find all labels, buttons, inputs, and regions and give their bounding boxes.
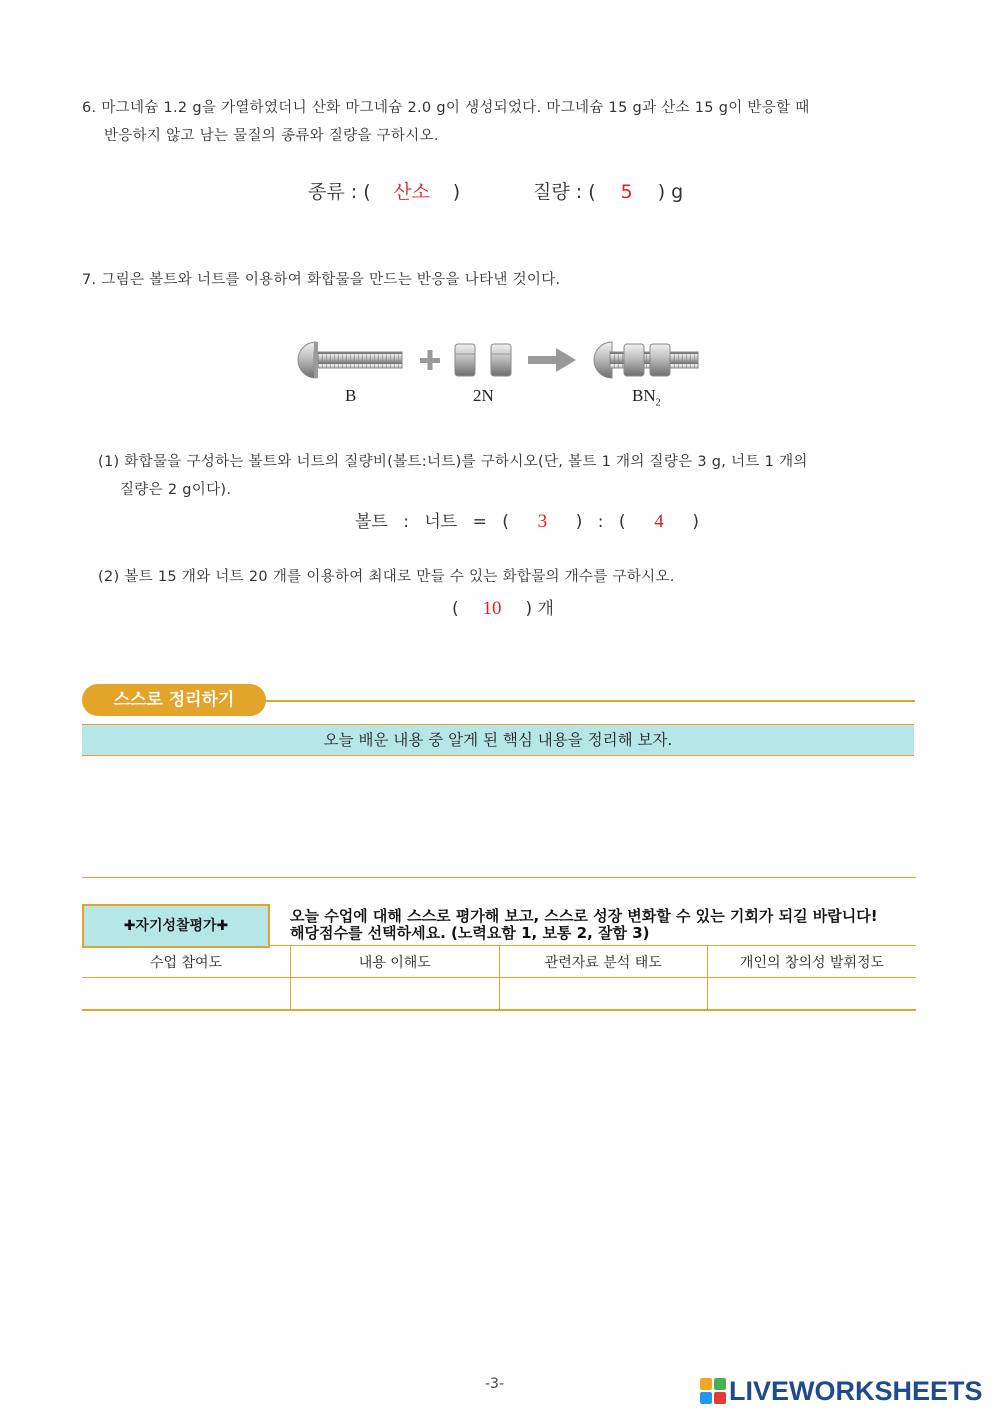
q6-kind-prefix: 종류 : ( bbox=[308, 181, 371, 203]
self-eval-desc bbox=[290, 908, 878, 942]
eval-header-understanding: 내용 이해도 bbox=[291, 946, 500, 978]
bolt-with-nuts-icon bbox=[594, 342, 698, 378]
eval-score-participation[interactable] bbox=[82, 978, 291, 1011]
eval-score-creativity[interactable] bbox=[708, 978, 917, 1011]
q6-kind-answer[interactable]: 산소 bbox=[393, 181, 431, 203]
liveworksheets-logo-text: LIVEWORKSHEETS bbox=[729, 1375, 983, 1406]
q7-ratio-bolt-answer[interactable]: 3 bbox=[537, 511, 548, 532]
q7-ratio-prefix: 볼트 : 너트 = ( bbox=[355, 512, 509, 532]
q7-sub1-line2: 질량은 2 g이다). bbox=[120, 482, 232, 498]
liveworksheets-logo bbox=[700, 1376, 983, 1406]
q6-mass-answer[interactable]: 5 bbox=[620, 181, 633, 203]
q7-sub1-line1: (1) 화합물을 구성하는 볼트와 너트의 질량비(볼트:너트)를 구하시오(단, 볼트 1 개의 질량은 3 g, 너트 1 개의 bbox=[98, 454, 808, 470]
self-eval-label: ✚자기성찰평가✚ bbox=[82, 904, 270, 948]
q6-mass-answer-line bbox=[533, 177, 683, 204]
self-eval-desc-line1: 오늘 수업에 대해 스스로 평가해 보고, 스스로 성장 변화할 수 있는 기회가 되길 바랍니다! bbox=[290, 907, 878, 925]
q7-sub2-text: (2) 볼트 15 개와 너트 20 개를 이용하여 최대로 만들 수 있는 화합물의 개수를 구하시오. bbox=[98, 569, 675, 585]
summary-instruction: 오늘 배운 내용 중 알게 된 핵심 내용을 정리해 보자. bbox=[82, 724, 914, 756]
q7-ratio-line bbox=[355, 507, 699, 533]
q7-text: 7. 그림은 볼트와 너트를 이용하여 화합물을 만드는 반응을 나타낸 것이다. bbox=[82, 272, 561, 288]
summary-divider bbox=[260, 700, 915, 702]
eval-header-creativity: 개인의 창의성 발휘정도 bbox=[708, 946, 917, 978]
q7-ratio-mid: ) : ( bbox=[575, 512, 626, 532]
eval-header-participation: 수업 참여도 bbox=[82, 946, 291, 978]
figure-label-bn2-main: BN bbox=[632, 386, 656, 405]
self-eval-table bbox=[82, 946, 916, 1011]
liveworksheets-logo-icon bbox=[700, 1378, 726, 1404]
q7-sub2-suffix: ) 개 bbox=[525, 599, 554, 619]
self-eval-desc-line2: 해당점수를 선택하세요. (노력요함 1, 보통 2, 잘함 3) bbox=[290, 924, 650, 942]
page-number: -3- bbox=[485, 1376, 505, 1392]
nut-icon bbox=[455, 344, 511, 376]
eval-score-analysis[interactable] bbox=[499, 978, 708, 1011]
figure-label-bn2 bbox=[632, 386, 661, 408]
summary-badge: 스스로 정리하기 bbox=[82, 684, 266, 716]
q6-line2: 반응하지 않고 남는 물질의 종류와 질량을 구하시오. bbox=[104, 128, 439, 144]
q7-ratio-nut-answer[interactable]: 4 bbox=[654, 511, 664, 532]
summary-write-area[interactable] bbox=[82, 755, 914, 877]
figure-label-2n: 2N bbox=[473, 386, 494, 405]
summary-bottom-line bbox=[82, 877, 916, 878]
q6-mass-suffix: ) g bbox=[657, 181, 684, 203]
q6-kind-answer-line bbox=[308, 177, 460, 204]
q7-sub2-answer[interactable]: 10 bbox=[482, 598, 502, 619]
bolt-icon bbox=[298, 342, 402, 378]
q6-mass-prefix: 질량 : ( bbox=[533, 181, 596, 203]
eval-header-analysis: 관련자료 분석 태도 bbox=[499, 946, 708, 978]
figure-label-bn2-sub: 2 bbox=[655, 397, 661, 409]
plus-icon bbox=[420, 350, 440, 370]
q7-ratio-suffix: ) bbox=[692, 512, 699, 532]
arrow-right-icon bbox=[528, 348, 576, 372]
q6-kind-suffix: ) bbox=[452, 181, 461, 203]
figure-label-b: B bbox=[345, 386, 357, 405]
q7-sub2-answer-line bbox=[452, 594, 554, 620]
eval-score-understanding[interactable] bbox=[291, 978, 500, 1011]
q6-line1: 6. 마그네슘 1.2 g을 가열하였더니 산화 마그네슘 2.0 g이 생성되었다. 마그네슘 15 g과 산소 15 g이 반응할 때 bbox=[82, 100, 810, 116]
q7-sub2-prefix: ( bbox=[452, 599, 459, 619]
